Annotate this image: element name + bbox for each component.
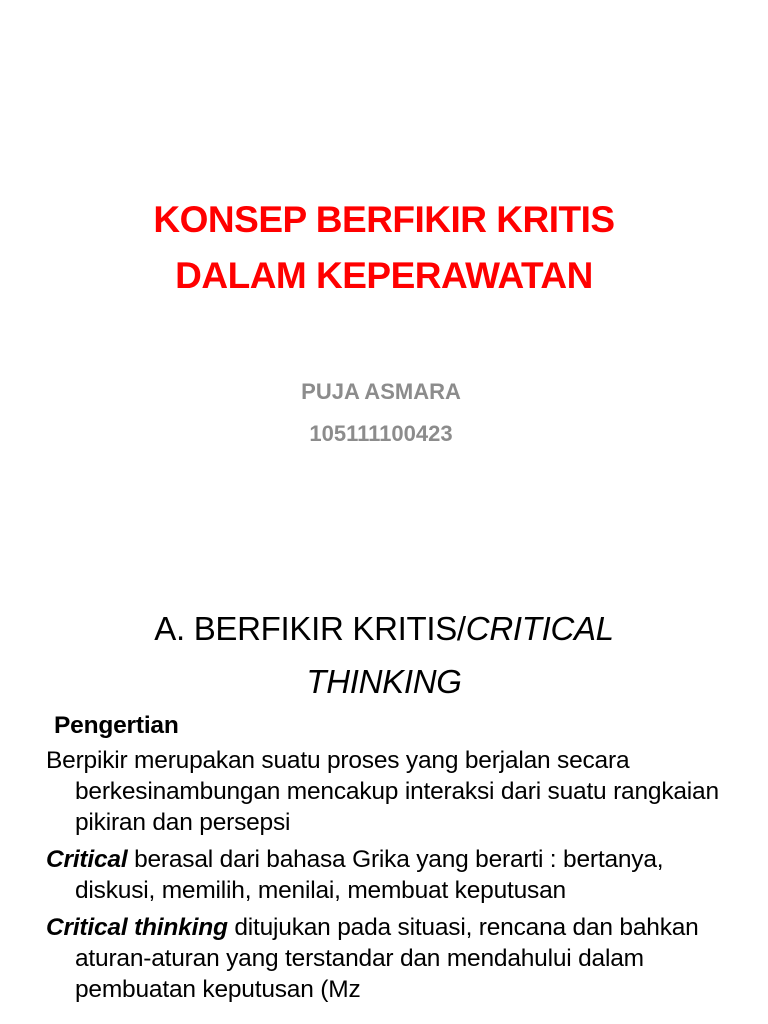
heading-italic-text-2: THINKING [306, 663, 462, 700]
paragraph-2-text: berasal dari bahasa Grika yang berarti : bertanya, diskusi, memilih, menilai, membuat keputusan [75, 846, 664, 904]
paragraph-3 [46, 912, 746, 1005]
subheading: Pengertian [54, 712, 179, 739]
presentation-title [0, 192, 768, 304]
section-heading-line-1 [0, 602, 768, 655]
title-line-2: DALAM KEPERAWATAN [175, 255, 593, 296]
paragraph-2-term: Critical [46, 846, 128, 873]
paragraph-2 [46, 844, 746, 906]
section-heading-line-2 [0, 655, 768, 708]
section-heading [0, 602, 768, 708]
paragraph-1-text: Berpikir merupakan suatu proses yang berjalan secara berkesinambungan mencakup interaksi dari suatu rangkaian pikiran dan persepsi [46, 747, 719, 836]
student-id: 105111100423 [309, 421, 453, 446]
author-name: PUJA ASMARA [301, 379, 461, 404]
presentation-subtitle [0, 371, 762, 455]
paragraph-3-text: ditujukan pada situasi, rencana dan bahkan aturan-aturan yang terstandar dan mendahului dalam pembuatan keputusan (Mz [75, 914, 699, 1003]
paragraph-3-term: Critical thinking [46, 914, 228, 941]
slide-body [46, 710, 746, 1011]
heading-plain-text: A. BERFIKIR KRITIS/ [154, 610, 466, 647]
paragraph-1 [46, 745, 746, 838]
title-line-1: KONSEP BERFIKIR KRITIS [153, 199, 615, 240]
heading-italic-text: CRITICAL [465, 610, 614, 647]
content-slide [0, 576, 768, 1024]
